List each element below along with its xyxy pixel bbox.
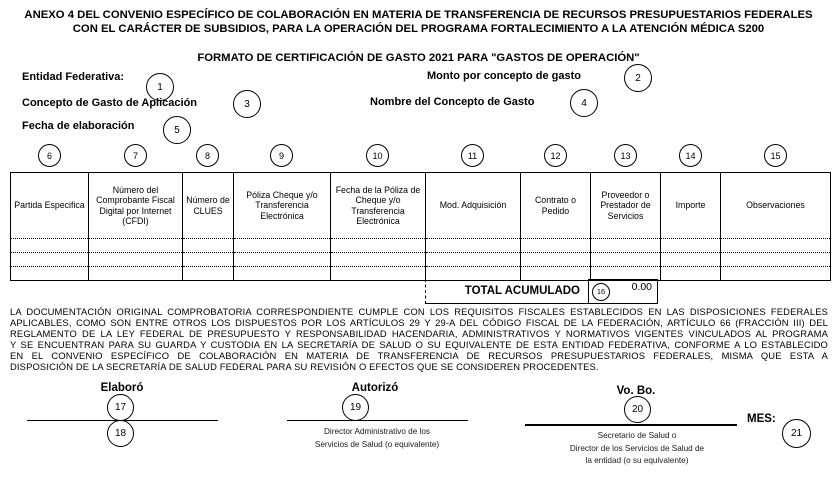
legal-line: REGLAMENTO DE LA LEY FEDERAL DE PRESUPUESTO Y RESPONSABILIDAD HACENDARIA, ADMINISTRATIVOS Y NORMATIVOS VIGENTES VINCULADOS AL PROGRAMA [10,327,828,339]
ref-circle-19: 19 [342,394,369,421]
table-cell-empty [661,239,721,253]
autorizo-subtitle-line-2: Servicios de Salud (o equivalente) [314,439,440,449]
ref-circle-5: 5 [163,116,191,144]
column-header-poliza-cheque: Póliza Cheque y/o Transferencia Electrónica [234,173,331,239]
table-cell-empty [11,253,89,267]
table-row [11,267,831,281]
ref-circle-8: 8 [196,144,219,167]
table-cell-empty [11,239,89,253]
form-subtitle: FORMATO DE CERTIFICACIÓN DE GASTO 2021 PARA "GASTOS DE OPERACIÓN" [197,52,640,64]
table-cell-empty [331,253,426,267]
autorizo-subtitle [297,426,457,451]
table-cell-empty [234,253,331,267]
ref-circle-9: 9 [270,144,293,167]
table-cell-empty [521,253,591,267]
ref-circle-6: 6 [38,144,61,167]
ref-circle-14: 14 [679,144,702,167]
ref-circle-2: 2 [624,64,652,92]
table-cell-empty [721,267,831,281]
ref-circle-3: 3 [233,90,261,118]
table-cell-empty [426,253,521,267]
legal-text [10,307,828,372]
table-cell-empty [89,253,183,267]
field-label-fecha-elaboracion: Fecha de elaboración [22,120,135,132]
signature-vobo-title: Vo. Bo. [616,385,656,397]
table-cell-empty [331,267,426,281]
ref-circle-4: 4 [570,89,598,117]
legal-line: DISPOSICIÓN DE LA SECRETARÍA DE SALUD FEDERAL PARA SU REVISIÓN O EFECTOS QUE SE CONSIDEREN PROCEDENTES. [10,360,599,372]
ref-circle-17: 17 [107,394,134,421]
column-header-contrato-pedido: Contrato o Pedido [521,173,591,239]
ref-circle-20: 20 [624,396,651,423]
legal-line: EN EL CONVENIO ESPECÍFICO DE COLABORACIÓN EN MATERIA DE TRANSFERENCIA DE RECURSOS PRESUPUESTARIOS FEDERALES, MISMA QUE ESTA A [10,349,828,361]
autorizo-subtitle-line-1: Director Administrativo de los [323,427,431,436]
table-cell-empty [331,239,426,253]
column-header-fecha-poliza: Fecha de la Póliza de Cheque y/o Transferencia Electrónica [331,173,426,239]
column-header-mod-adquisicion: Mod. Adquisición [426,173,521,239]
column-header-proveedor: Proveedor o Prestador de Servicios [591,173,661,239]
ref-circle-15: 15 [764,144,787,167]
field-label-monto-por-concepto: Monto por concepto de gasto [427,70,581,82]
table-cell-empty [721,239,831,253]
ref-circle-12: 12 [544,144,567,167]
total-acumulado-value: 0.00 [631,281,652,293]
expense-table [10,172,831,281]
table-cell-empty [89,239,183,253]
table-cell-empty [89,267,183,281]
ref-circle-7: 7 [124,144,147,167]
signature-line-autorizo [287,420,468,421]
column-header-cfdi: Número del Comprobante Fiscal Digital por Internet (CFDI) [89,173,183,239]
field-label-nombre-concepto-gasto: Nombre del Concepto de Gasto [370,96,535,108]
column-header-observaciones: Observaciones [721,173,831,239]
column-header-clues: Número de CLUES [183,173,234,239]
column-header-importe: Importe [661,173,721,239]
table-cell-empty [591,253,661,267]
form-title-line2: CON EL CARÁCTER DE SUBSIDIOS, PARA LA OPERACIÓN DEL PROGRAMA FORTALECIMIENTO A LA ATENCIÓN MÉDICA S200 [72,23,765,35]
table-cell-empty [521,239,591,253]
column-header-partida-especifica: Partida Especifica [11,173,89,239]
legal-line: Y SE ENCUENTRAN PARA SU GUARDA Y CUSTODIA EN LA SECRETARÍA DE SALUD O SU EQUIVALENTE DE ESTA ENTIDAD FEDERATIVA, CONFORME A LO ESTABLECIDO [10,338,828,350]
table-cell-empty [426,239,521,253]
signature-elaboro-title: Elaboró [100,382,144,394]
ref-circle-1: 1 [146,73,174,101]
table-cell-empty [591,239,661,253]
ref-circle-10: 10 [366,144,389,167]
table-cell-empty [661,267,721,281]
total-acumulado-cell [588,279,658,304]
ref-circle-16: 16 [592,283,610,301]
mes-label: MES: [747,413,776,425]
signature-autorizo-title: Autorizó [351,382,399,394]
ref-circle-11: 11 [461,144,484,167]
ref-circle-21: 21 [782,419,811,448]
table-cell-empty [183,267,234,281]
vobo-subtitle-line-3: la entidad (o su equivalente) [585,456,689,465]
table-row [11,253,831,267]
table-cell-empty [183,239,234,253]
field-label-concepto-gasto-aplicacion: Concepto de Gasto de Aplicación [22,97,198,109]
table-cell-empty [183,253,234,267]
signature-line-vobo [525,424,737,426]
total-acumulado-label: TOTAL ACUMULADO [425,279,588,304]
table-cell-empty [234,267,331,281]
table-cell-empty [234,239,331,253]
table-row [11,239,831,253]
total-acumulado-row [425,279,658,304]
vobo-subtitle [542,430,732,468]
form-title [0,8,837,36]
vobo-subtitle-line-1: Secretario de Salud o [597,431,677,440]
table-cell-empty [11,267,89,281]
table-header-row [11,173,831,239]
legal-line: LA DOCUMENTACIÓN ORIGINAL COMPROBATORIA CORRESPONDIENTE CUMPLE CON LOS REQUISITOS FISCALES ESTABLECIDOS EN LAS DISPOSICIONES FEDERALES [10,306,828,317]
field-label-entidad-federativa: Entidad Federativa: [22,71,125,83]
form-title-line1: ANEXO 4 DEL CONVENIO ESPECÍFICO DE COLABORACIÓN EN MATERIA DE TRANSFERENCIA DE RECURSOS PRESUPUESTARIOS FEDERALES [24,9,813,21]
ref-circle-13: 13 [614,144,637,167]
table-cell-empty [661,253,721,267]
vobo-subtitle-line-2: Director de los Servicios de Salud de [569,443,705,453]
table-cell-empty [721,253,831,267]
legal-line: APLICABLES, COMO SON ENTRE OTROS LOS DISPUESTOS POR LOS ARTÍCULOS 29 Y 29-A DEL CÓDIGO FISCAL DE LA FEDERACIÓN, ARTÍCULO 66 (FRACCIÓN III) DEL [10,316,828,328]
ref-circle-18: 18 [107,420,134,447]
